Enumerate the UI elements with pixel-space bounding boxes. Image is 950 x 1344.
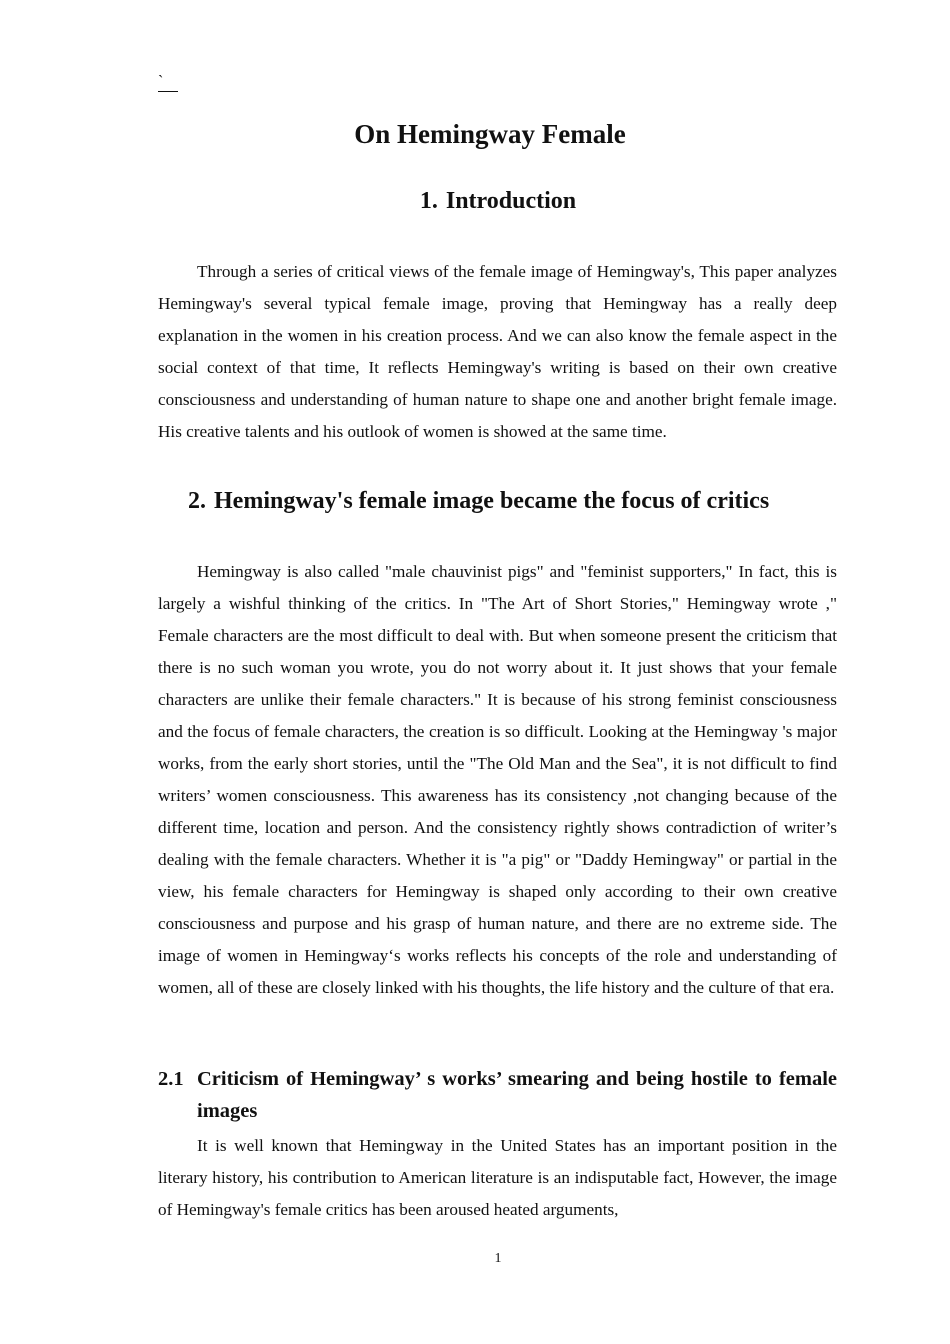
page-number: 1 xyxy=(494,1251,502,1266)
paragraph-introduction: Through a series of critical views of the female image of Hemingway's, This paper analyzes Hemingway's several typical female image, proving that Hemingway has a really deep explanation in the women in his creation process. And we can also know the female aspect in the social context of that time, It reflects Hemingway's writing is based on their own creative consciousness and understanding of human nature to shape one and another bright female image. His creative talents and his outlook of women is showed at the same time. xyxy=(158,262,837,441)
section-heading-text: Introduction xyxy=(445,188,577,214)
document-title: On Hemingway Female xyxy=(354,119,626,149)
paragraph-criticism: It is well known that Hemingway in the United States has an important position in the literary history, his contribution to American literature is an indisputable fact, However, the image of Hemingway's female critics has been aroused heated arguments, xyxy=(158,1136,837,1219)
subsection-heading-criticism xyxy=(158,1063,837,1127)
section-number: 2. xyxy=(188,488,206,514)
header-mark: ` xyxy=(158,74,178,92)
subsection-number: 2.1 xyxy=(158,1068,184,1090)
section-number: 1. xyxy=(419,188,438,214)
section-heading-text: Hemingway's female image became the focus of critics xyxy=(214,488,770,514)
subsection-heading-text: Criticism of Hemingway’ s works’ smearing and being hostile to female images xyxy=(197,1068,837,1122)
section-heading-focus-of-critics xyxy=(188,484,769,518)
paragraph-focus-of-critics: Hemingway is also called "male chauvinist pigs" and "feminist supporters," In fact, this is largely a wishful thinking of the critics. In "The Art of Short Stories," Hemingway wrote ," Female characters are the most difficult to deal with. But when someone present the criticism that there is no such woman you wrote, you do not worry about it. It just shows that your female characters are unlike their female characters." It is because of his strong feminist consciousness and the focus of female characters, the creation is so difficult. Looking at the Hemingway 's major works, from the early short stories, until the "The Old Man and the Sea", it is not difficult to find writers’ women consciousness. This awareness has its consistency ,not changing because of the different time, location and person. And the consistency rightly shows contradiction of writer’s dealing with the female characters. Whether it is "a pig" or "Daddy Hemingway" or partial in the view, his female characters for Hemingway is shaped only according to their own creative consciousness and purpose and his grasp of human nature, and there are no extreme side. The image of women in Hemingway‘s works reflects his concepts of the role and understanding of women, all of these are closely linked with his thoughts, the life history and the culture of that era. xyxy=(158,562,837,997)
section-heading-introduction xyxy=(0,184,950,218)
